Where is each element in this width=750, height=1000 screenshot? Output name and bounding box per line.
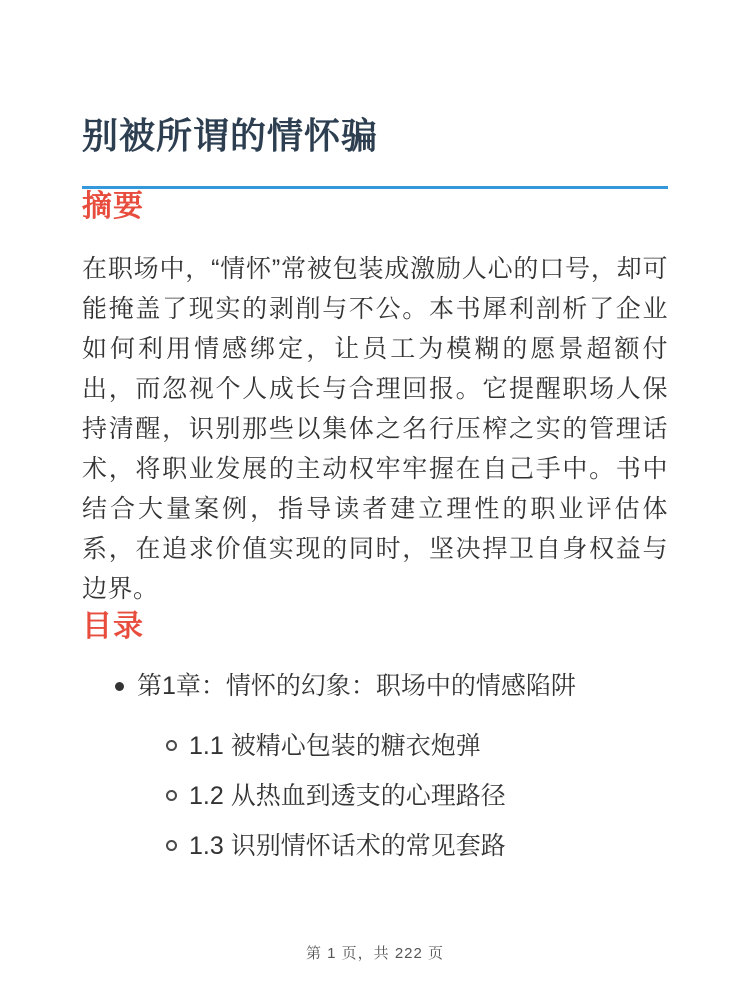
toc-subitem — [82, 829, 668, 863]
toc-subitem-label: 1.1 被精心包装的糖衣炮弹 — [189, 732, 481, 760]
abstract-heading: 摘要 — [82, 190, 144, 223]
toc-heading: 目录 — [82, 610, 144, 643]
page-number-footer: 第 1 页，共 222 页 — [305, 945, 445, 962]
toc-chapter-item — [82, 669, 668, 703]
title-block — [82, 0, 668, 189]
toc-chapter-label: 第1章：情怀的幻象：职场中的情感陷阱 — [137, 672, 576, 700]
page-title: 别被所谓的情怀骗 — [82, 115, 379, 156]
bullet-dot-icon — [115, 682, 124, 691]
toc-subitem-label: 1.2 从热血到透支的心理路径 — [189, 782, 506, 810]
bullet-circle-icon — [166, 790, 177, 801]
toc-list — [82, 669, 668, 863]
abstract-paragraph: 在职场中，“情怀”常被包装成激励人心的口号，却可能掩盖了现实的剥削与不公。本书犀利剖析了企业如何利用情感绑定，让员工为模糊的愿景超额付出，而忽视个人成长与合理回报。它提醒职场人保持清醒，识别那些以集体之名行压榨之实的管理话术，将职业发展的主动权牢牢握在自己手中。书中结合大量案例，指导读者建立理性的职业评估体系，在追求价值实现的同时，坚决捍卫自身权益与边界。 — [82, 255, 668, 603]
toc-subitem — [82, 779, 668, 813]
toc-subitem — [82, 729, 668, 763]
bullet-circle-icon — [166, 840, 177, 851]
toc-subitem-label: 1.3 识别情怀话术的常见套路 — [189, 832, 506, 860]
bullet-circle-icon — [166, 740, 177, 751]
